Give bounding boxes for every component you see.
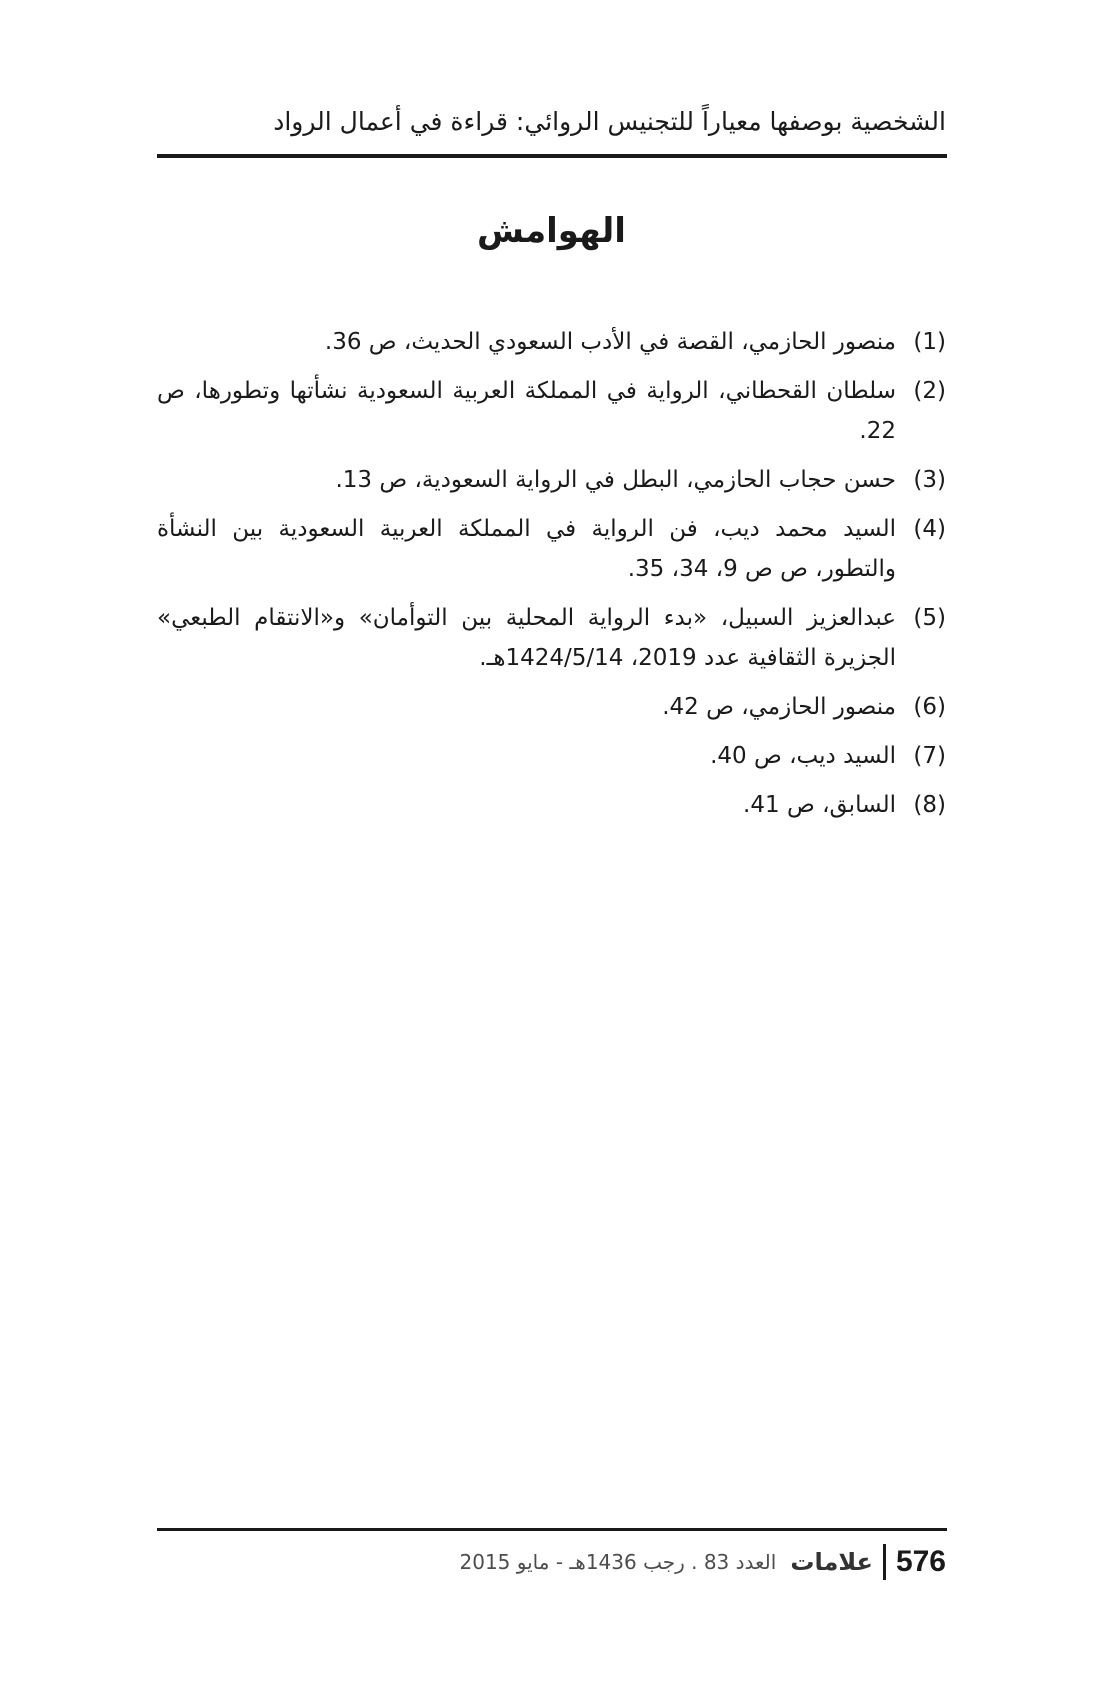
footnote-text: السابق، ص 41. (743, 792, 896, 818)
footnote-number: (2) (913, 378, 946, 404)
footnote-item (157, 687, 946, 727)
footnote-number: (1) (913, 329, 946, 355)
section-title: الهوامش (477, 211, 626, 251)
footnote-number: (8) (913, 792, 946, 818)
footnote-text: منصور الحازمي، ص 42. (662, 694, 896, 720)
footnote-item (157, 371, 946, 451)
footnote-text: حسن حجاب الحازمي، البطل في الرواية السعودية، ص 13. (335, 467, 896, 493)
page-footer (157, 1542, 946, 1582)
footnote-text: منصور الحازمي، القصة في الأدب السعودي الحديث، ص 36. (324, 329, 896, 355)
footnote-item (157, 736, 946, 776)
footer-divider (157, 1528, 947, 1531)
page-number: 576 (895, 1545, 946, 1578)
footnote-text: السيد ديب، ص 40. (710, 743, 896, 769)
running-header: الشخصية بوصفها معياراً للتجنيس الروائي: قراءة في أعمال الرواد (273, 107, 946, 136)
footer-separator (883, 1544, 886, 1580)
issue-info: العدد 83 . رجب 1436هـ - مايو 2015 (459, 1550, 777, 1574)
footnote-number: (6) (913, 694, 946, 720)
footnote-text: السيد محمد ديب، فن الرواية في المملكة العربية السعودية بين النشأة والتطور، ص ص 9، 34، 35. (157, 516, 896, 582)
header-divider (157, 154, 947, 158)
footnote-number: (5) (913, 605, 946, 631)
footnote-item (157, 785, 946, 825)
footnote-text: عبدالعزيز السبيل، «بدء الرواية المحلية بين التوأمان» و«الانتقام الطبعي» الجزيرة الثقافية عدد 2019، 1424/5/14هـ. (157, 605, 896, 671)
footnote-number: (7) (913, 743, 946, 769)
footnote-item (157, 598, 946, 678)
footnote-text: سلطان القحطاني، الرواية في المملكة العربية السعودية نشأتها وتطورها، ص 22. (157, 378, 896, 444)
footnote-number: (3) (913, 467, 946, 493)
footnotes-list (157, 322, 946, 834)
journal-name: علامات (790, 1548, 873, 1576)
footnote-item (157, 460, 946, 500)
footnote-item (157, 509, 946, 589)
footnote-item (157, 322, 946, 362)
footnote-number: (4) (913, 516, 946, 542)
